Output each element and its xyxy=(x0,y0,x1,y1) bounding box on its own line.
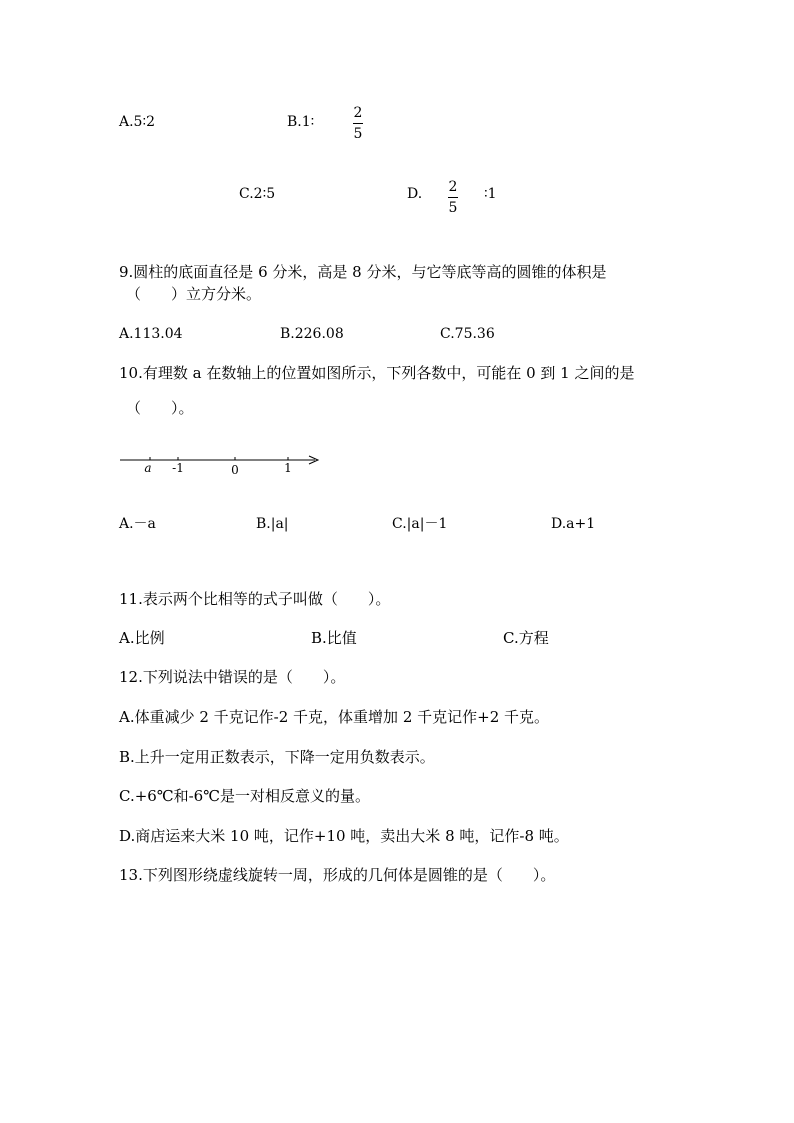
q12-option-d: D.商店运来大米 10 吨，记作+10 吨，卖出大米 8 吨，记作-8 吨。 xyxy=(119,827,569,845)
q12-option-b: B.上升一定用正数表示，下降一定用负数表示。 xyxy=(119,748,435,766)
q12-option-a: A.体重减少 2 千克记作-2 千克，体重增加 2 千克记作+2 千克。 xyxy=(119,708,550,726)
q11-option-b: B.比值 xyxy=(311,629,357,647)
q8-option-d-fraction xyxy=(446,180,460,215)
q11-stem: 11.表示两个比相等的式子叫做（ ）。 xyxy=(119,590,391,608)
label-a: a xyxy=(144,461,152,475)
q8-option-c: C.2∶5 xyxy=(239,186,276,202)
q13-stem: 13.下列图形绕虚线旋转一周，形成的几何体是圆锥的是（ ）。 xyxy=(119,866,556,884)
fraction-denominator: 5 xyxy=(448,200,458,216)
q10-option-a: A.－a xyxy=(119,516,156,532)
q9-stem-line2: （ ）立方分米。 xyxy=(126,285,262,303)
q9-option-c: C.75.36 xyxy=(440,326,495,342)
fraction-denominator: 5 xyxy=(353,126,363,142)
q10-option-c: C.|a|－1 xyxy=(392,516,448,532)
q8-option-b-fraction xyxy=(351,106,365,141)
q10-stem-line1: 10.有理数 a 在数轴上的位置如图所示，下列各数中，可能在 0 到 1 之间的是 xyxy=(119,364,635,382)
fraction-numerator: 2 xyxy=(448,179,458,195)
label-neg1: -1 xyxy=(172,461,184,475)
fraction-bar xyxy=(353,123,363,124)
fraction-numerator: 2 xyxy=(353,105,363,121)
q9-option-a: A.113.04 xyxy=(119,326,183,342)
q10-stem-line2: （ ）。 xyxy=(126,399,194,417)
q10-option-b: B.|a| xyxy=(256,516,289,532)
q8-option-d-tail: ∶1 xyxy=(484,186,497,202)
label-0: 0 xyxy=(231,463,239,477)
q8-option-d-label: D. xyxy=(407,186,423,202)
fraction-bar xyxy=(448,197,458,198)
q9-option-b: B.226.08 xyxy=(280,326,344,342)
q11-option-c: C.方程 xyxy=(503,629,549,647)
q10-option-d: D.a+1 xyxy=(551,516,596,532)
q11-option-a: A.比例 xyxy=(119,629,165,647)
q12-stem: 12.下列说法中错误的是（ ）。 xyxy=(119,668,346,686)
number-line-figure xyxy=(115,450,330,480)
q8-option-a: A.5∶2 xyxy=(119,114,156,130)
q12-option-c: C.+6℃和-6℃是一对相反意义的量。 xyxy=(119,787,370,805)
q8-option-b-label: B.1∶ xyxy=(287,114,315,130)
label-1: 1 xyxy=(284,461,292,475)
q9-stem-line1: 9.圆柱的底面直径是 6 分米，高是 8 分米，与它等底等高的圆锥的体积是 xyxy=(119,263,607,281)
